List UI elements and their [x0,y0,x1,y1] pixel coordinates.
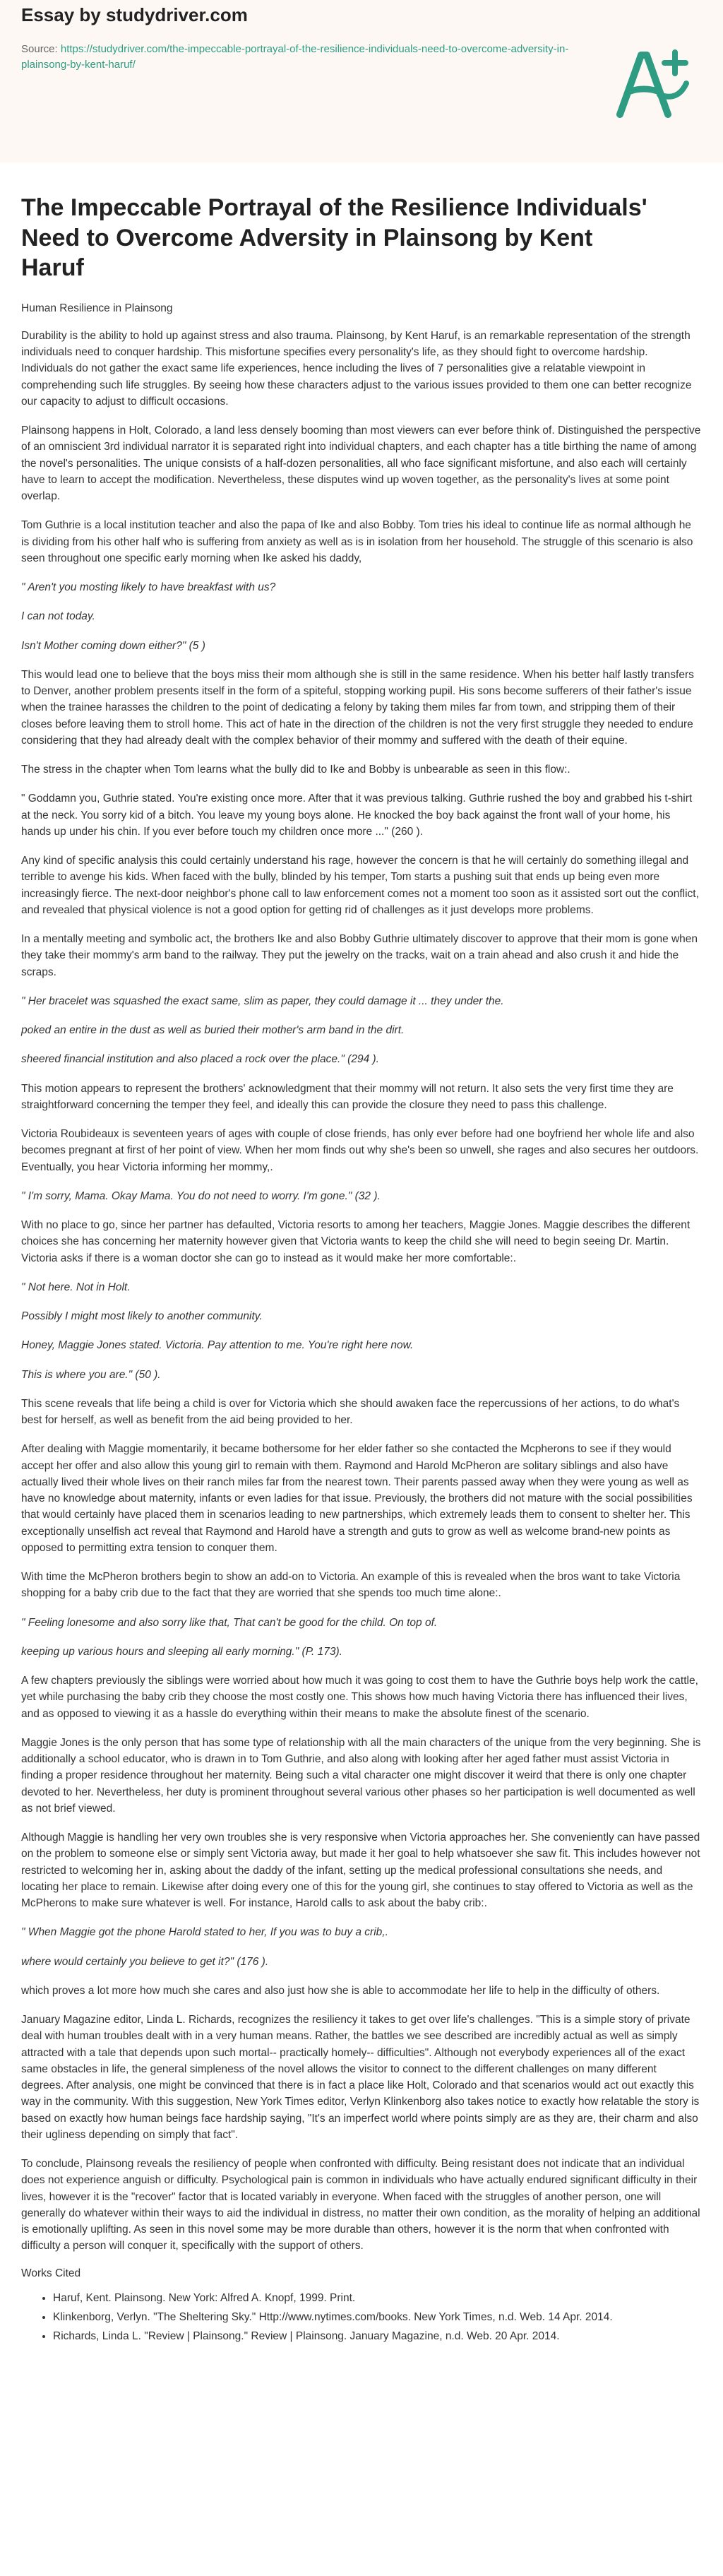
source-link[interactable]: https://studydriver.com/the-impeccable-portrayal-of-the-resilience-individuals-need-to-overcome-adversity-in-plainsong-by-kent-haruf/ [21,43,569,71]
body-paragraph: This motion appears to represent the brothers' acknowledgment that their mommy will not return. It also sets the very first time they are straightforward concerning the temper they feel, and ideally this can provide the closure they need to pass this challenge. [21,1082,674,1111]
body-paragraph: Victoria Roubideaux is seventeen years of ages with couple of close friends, has only ever before had one boyfriend her whole life and also becomes pregnant at first of her point of view. When her mom finds out why she's been so unwell, she rages and also secures her outdoors. Eventually, you hear Victoria informing her mommy,. [21,1128,699,1173]
source-label: Source: [21,43,61,55]
body-paragraph: The stress in the chapter when Tom learns what the bully did to Ike and Bobby is unbearable as seen in this flow:. [21,764,570,776]
quote-line: keeping up various hours and sleeping all early morning." (P. 173). [21,1645,342,1658]
body-paragraph: With time the McPheron brothers begin to show an add-on to Victoria. An example of this is revealed when the bros want to take Victoria shopping for a baby crib due to the fact that they are worried that she spends too much time alone:. [21,1571,681,1600]
quote-line: sheered financial institution and also placed a rock over the place." (294 ). [21,1053,379,1066]
site-title: Essay by studydriver.com [21,4,248,25]
article [0,162,723,2344]
body-paragraph: With no place to go, since her partner has defaulted, Victoria resorts to among her teachers, Maggie Jones. Maggie describes the different choices she has concerning her maternity however given that Victoria wants to keep the child she will need to begin seeing Dr. Martin. Victoria asks if there is a woman doctor she can go to instead as it would make her more comfortable:. [21,1219,691,1264]
works-cited-title: Works Cited [21,2267,81,2279]
quote-line: Possibly I might most likely to another community. [21,1310,263,1322]
body-paragraph: Any kind of specific analysis this could certainly understand his rage, however the concern is that he will certainly do something illegal and terrible to avenge his kids. When faced with the bully, blinded by his temper, Tom starts a pushing suit that ends up being even more increasingly fierce. The next-door neighbor's phone call to law enforcement comes not a moment too soon as it assisted sort out the conflict, and revealed that physical violence is not a good option for getting rid of challenges as it just develops more problems. [21,855,699,916]
body-paragraph: After dealing with Maggie momentarily, it became bothersome for her elder father so she contacted the Mcpherons to see if they would accept her offer and also allow this young girl to remain with them. Raymond and Harold McPheron are solitary siblings and also have actually lived their whole lives on their ranch miles far from the nearest town. Their parents passed away when they were young as well as have no knowledge about maternity, infants or even ladies for that issue. Previously, the brothers did not mature with the social possibilities that would certainly have placed them in scenarios leading to new partnerships, which extremely leads them to consent to shelter her. This exceptionally unselfish act reveal that Raymond and Harold have a strength and guts to grow as well as welcome brand-new points as opposed to permitting extra tension to conquer them. [21,1443,693,1554]
body-paragraph: Tom Guthrie is a local institution teacher and also the papa of Ike and also Bobby. Tom tries his ideal to continue life as normal although he is dividing from his other half who is suffering from anxiety as well as is in isolation from her household. The struggle of this scenario is also seen throughout one specific early morning when Ike asked his daddy, [21,519,693,564]
body-paragraph: In a mentally meeting and symbolic act, the brothers Ike and also Bobby Guthrie ultimately discover to approve that their mom is gone when they take their mommy's arm band to the railway. They put the jewelry on the tracks, wait on a train ahead and also crush it and hide the scraps. [21,933,698,978]
body-paragraph: This scene reveals that life being a child is over for Victoria which she should awaken face the repercussions of her actions, to do what's best for herself, as well as benefit from the aid being provided to her. [21,1397,680,1426]
quote-line: " Feeling lonesome and also sorry like that, That can't be good for the child. On top of. [21,1616,438,1629]
works-cited-list [21,2290,702,2345]
body-paragraph: Durability is the ability to hold up against stress and also trauma. Plainsong, by Kent Haruf, is an remarkable representation of the strength individuals need to conquer hardship. This misfortune specifies every personality's life, as they should fight to overcome hardship. Individuals do not gather the exact same life experiences, hence including the lives of 7 personalities give a relatable viewpoint in comprehending such life struggles. By seeing how these characters adjust to the various issues provided to them one can better recognize our capacity to adjust to difficult occasions. [21,329,692,408]
body-paragraph: Maggie Jones is the only person that has some type of relationship with all the main characters of the unique from the very beginning. She is additionally a school educator, who is drawn in to Tom Guthrie, and also along with looking after her aged father must assist Victoria in finding a proper residence throughout her maternity. Being such a vital character one might discover it weird that there is only one chapter devoted to her. Nevertheless, her duty is prominent throughout several various other phases so her participation is well documented as well as not brief viewed. [21,1736,701,1815]
body-paragraph: " Goddamn you, Guthrie stated. You're existing once more. After that it was previous talking. Guthrie rushed the boy and grabbed his t-shirt at the neck. You sorry kid of a bitch. You leave my young boys alone. He knocked the boy back against the front wall of your home, his hands up under his chin. If you ever before touch my children once more ..." (260 ). [21,793,693,838]
quote-line: Isn't Mother coming down either?" (5 ) [21,639,205,652]
studydriver-logo-icon [610,45,695,123]
quote-line: " When Maggie got the phone Harold stated to her, If you was to buy a crib,. [21,1926,388,1939]
quote-line: " Aren't you mosting likely to have breakfast with us? [21,581,276,593]
body-paragraph: To conclude, Plainsong reveals the resiliency of people when confronted with difficulty. Being resistant does not indicate that an individual does not experience anguish or difficulty. Psychological pain is common in individuals who have actually endured significant difficulty in their lives, however it is the "recover" factor that is located variably in everyone. When faced with the struggles of another person, one will generally do whatever within their ways to aid the individual in distress, no matter their own condition, as the morality of helping an additional is emotionally uplifting. As seen in this novel some may be more durable than others, however it is the norm that when confronted with difficulty a person will conquer it, specifically with the support of others. [21,2158,700,2252]
quote-line: poked an entire in the dust as well as buried their mother's arm band in the dirt. [21,1024,405,1036]
body-paragraph: Although Maggie is handling her very own troubles she is very responsive when Victoria approaches her. She conveniently can have passed on the problem to someone else or simply sent Victoria away, but made it her goal to help whatsoever she saw fit. This includes however not restricted to welcoming her in, asking about the daddy of the infant, setting up the medical professional consultations she needs, and locating her place to remain. Likewise after doing every one of this for the young girl, she continues to stay offered to Victoria as well as the McPherons to make sure whatever is well. For instance, Harold calls to ask about the baby crib:. [21,1832,700,1909]
citation-item: • Haruf, Kent. Plainsong. New York: Alfred A. Knopf, 1999. Print. [53,2290,702,2306]
quote-line: " Her bracelet was squashed the exact same, slim as paper, they could damage it ... they under the. [21,995,504,1007]
quote-line: " I'm sorry, Mama. Okay Mama. You do not need to worry. I'm gone." (32 ). [21,1189,381,1202]
quote-line: This is where you are." (50 ). [21,1368,161,1381]
article-subheading: Human Resilience in Plainsong [21,302,173,314]
citation-item: • Richards, Linda L. "Review | Plainsong." Review | Plainsong. January Magazine, n.d. Web. 20 Apr. 2014. [53,2328,702,2344]
body-paragraph: Plainsong happens in Holt, Colorado, a land less densely booming than most viewers can ever before think of. Distinguished the perspective of an omniscient 3rd individual narrator it is separated right into individual chapters, and each chapter has a title birthing the name of among the novel's personalities. The unique consists of a half-dozen personalities, all who face significant misfortune, and also each will certainly have to learn to accept the modification. Nevertheless, these disputes wind up woven together, as the personality's lives at some point overlap. [21,425,701,502]
citation-item: • Klinkenborg, Verlyn. "The Sheltering Sky." Http://www.nytimes.com/books. New York Times, n.d. Web. 14 Apr. 2014. [53,2309,702,2325]
body-paragraph: which proves a lot more how much she cares and also just how she is able to accommodate her life to help in the difficulty of others. [21,1984,660,1997]
quote-line: Honey, Maggie Jones stated. Victoria. Pay attention to me. You're right here now. [21,1339,414,1352]
body-paragraph: A few chapters previously the siblings were worried about how much it was going to cost them to have the Guthrie boys help work the cattle, yet while purchasing the baby crib they choose the most costly one. This shows how much having Victoria there has influenced their lives, and as opposed to viewing it as a hassle do everything within their means to make the absolute finest of the scenario. [21,1675,698,1720]
source-line [21,42,600,73]
body-paragraph: January Magazine editor, Linda L. Richards, recognizes the resiliency it takes to get over life's challenges. "This is a simple story of private deal with human troubles dealt with in a very human means. Rather, the battles we see described are incredibly actual as well as simply attracted with a tale that depends upon such mortal-- practically homely-- difficulties". Although not everybody experiences all of the exact same obstacles in life, the general simpleness of the novel allows the visitor to connect to the different challenges on many different degrees. After analysis, one might be convinced that there is in fact a place like Holt, Colorado and that scenarios would act out exactly this way in the community. With this suggestion, New York Times editor, Verlyn Klinkenborg also takes notice to exactly how relatable the story is based on exactly how human beings face hardship saying, "It's an imperfect world where points simply are as they are, their charm and also their ugliness depending on simply that fact". [21,2014,700,2141]
body-paragraph: This would lead one to believe that the boys miss their mom although she is still in the same residence. When his better half lastly transfers to Denver, another problem presents itself in the form of a spiteful, stopping working pupil. His sons become sufferers of their father's issue when the trainee harasses the children to the point of dedicating a felony by taking them miles far from town, and stripping them of their closes before leaving them to stroll home. This act of hate in the direction of the children is not the very first struggle they needed to endure considering that they had already dealt with the complex behavior of their mommy and suffered with the death of their equine. [21,668,694,747]
site-header [0,0,723,162]
quote-line: " Not here. Not in Holt. [21,1281,131,1293]
article-title: The Impeccable Portrayal of the Resilience Individuals' Need to Overcome Adversity in Plainsong by Kent Haruf [21,194,647,281]
quote-line: I can not today. [21,610,95,623]
quote-line: where would certainly you believe to get it?" (176 ). [21,1955,269,1968]
